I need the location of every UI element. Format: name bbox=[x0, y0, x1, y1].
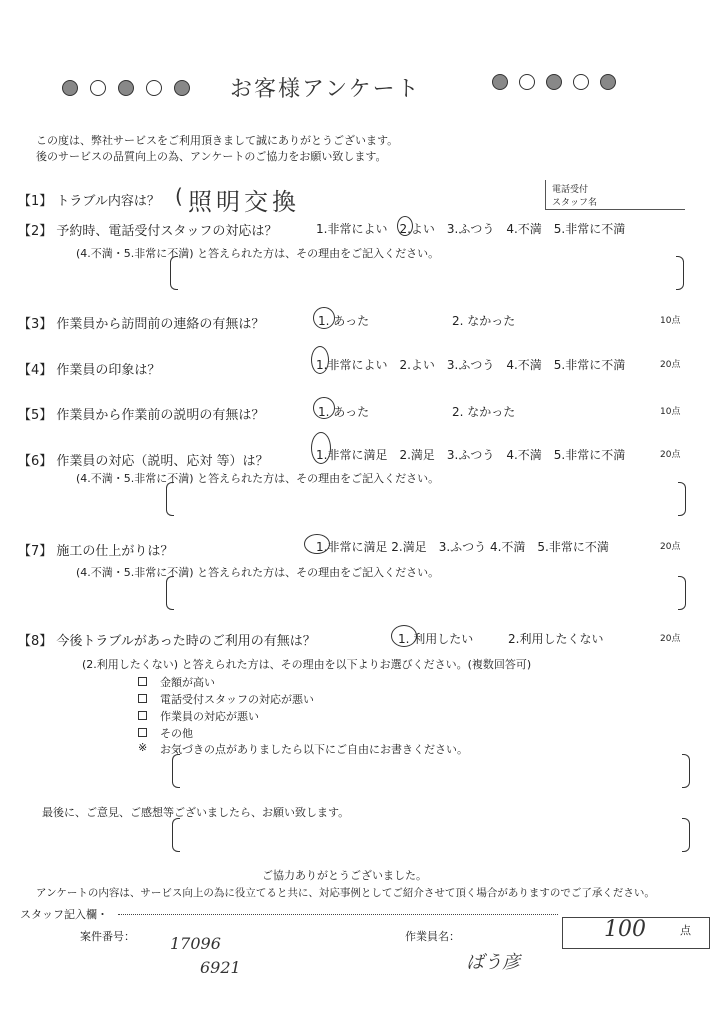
q7-options: 1.非常に満足 2.満足 3.ふつう 4.不満 5.非常に不満 bbox=[316, 540, 609, 554]
note-mark: ※ bbox=[138, 741, 148, 754]
q4-score: 20点 bbox=[660, 360, 681, 370]
q3-selection-mark bbox=[313, 307, 335, 329]
q8-selection-mark bbox=[391, 625, 417, 647]
staff-name-label: スタッフ名 bbox=[552, 198, 598, 208]
intro-line: 後のサービスの品質向上の為、アンケートのご協力をお願い致します。 bbox=[36, 150, 387, 163]
header-dot bbox=[519, 74, 535, 90]
q7-label: 【7】 施工の仕上がりは？ bbox=[18, 544, 174, 559]
header-dot bbox=[118, 80, 134, 96]
staff-field-divider bbox=[545, 180, 546, 210]
header-dot bbox=[174, 80, 190, 96]
q6-label: 【6】 作業員の対応（説明、応対 等）は？ bbox=[18, 454, 269, 469]
checkbox-label: その他 bbox=[160, 727, 193, 740]
header-dot bbox=[600, 74, 616, 90]
q8-reason-prompt: (2.利用したくない) と答えられた方は、その理由を以下よりお選びください。(複数回答可) bbox=[82, 658, 532, 671]
q8-note-prompt: お気づきの点がありましたら以下にご自由にお書きください。 bbox=[160, 743, 468, 756]
q8-label: 【8】 今後トラブルがあった時のご利用の有無は？ bbox=[18, 634, 316, 649]
q7-score: 20点 bbox=[660, 542, 681, 552]
q8-note-bracket-right bbox=[682, 754, 690, 788]
q5-selection-mark bbox=[313, 397, 335, 419]
q6-reason-bracket-right bbox=[678, 482, 686, 516]
q1-label: 【1】 トラブル内容は？ bbox=[18, 194, 160, 209]
q7-reason-prompt: (4.不満・5.非常に不満) と答えられた方は、その理由をご記入ください。 bbox=[76, 566, 440, 579]
case-number-1: 17096 bbox=[170, 934, 221, 953]
q2-reason-bracket-right bbox=[676, 256, 684, 290]
usage-note: アンケートの内容は、サービス向上の為に役立てると共に、対応事例としてご紹介させて頂く場合がありますのでご了承ください。 bbox=[36, 887, 655, 899]
q5-option-1: 1. あった bbox=[318, 405, 370, 419]
q2-options: 1.非常によい 2.よい 3.ふつう 4.不満 5.非常に不満 bbox=[316, 222, 626, 236]
q2-label: 【2】 予約時、電話受付スタッフの対応は？ bbox=[18, 224, 278, 239]
q3-option-2: 2. なかった bbox=[452, 314, 516, 328]
final-bracket-left bbox=[172, 818, 180, 852]
q5-label: 【5】 作業員から作業前の説明の有無は？ bbox=[18, 408, 265, 423]
q7-reason-bracket-right bbox=[678, 576, 686, 610]
q6-score: 20点 bbox=[660, 450, 681, 460]
header-dot bbox=[146, 80, 162, 96]
final-bracket-right bbox=[682, 818, 690, 852]
final-comment-prompt: 最後に、ご意見、ご感想等ございましたら、お願い致します。 bbox=[42, 806, 350, 819]
page-title: お客様アンケート bbox=[230, 77, 421, 102]
worker-name-label: 作業員名： bbox=[405, 930, 460, 943]
staff-field-line bbox=[545, 209, 685, 210]
checkbox-label: 作業員の対応が悪い bbox=[160, 710, 259, 723]
q1-answer: 照明交換 bbox=[188, 188, 300, 216]
case-number-label: 案件番号： bbox=[80, 930, 135, 943]
checkbox[interactable] bbox=[138, 694, 147, 703]
checkbox-label: 金額が高い bbox=[160, 676, 215, 689]
q4-options: 1.非常によい 2.よい 3.ふつう 4.不満 5.非常に不満 bbox=[316, 358, 626, 372]
header-dot bbox=[492, 74, 508, 90]
q5-option-2: 2. なかった bbox=[452, 405, 516, 419]
q7-selection-mark bbox=[304, 534, 330, 554]
q4-label: 【4】 作業員の印象は？ bbox=[18, 363, 161, 378]
staff-field-label: スタッフ記入欄・ bbox=[20, 908, 108, 921]
q6-reason-bracket-left bbox=[166, 482, 174, 516]
staff-field-dotted-line bbox=[118, 914, 558, 915]
q3-score: 10点 bbox=[660, 316, 681, 326]
q8-score: 20点 bbox=[660, 634, 681, 644]
thanks-message: ご協力ありがとうございました。 bbox=[262, 869, 427, 882]
q2-selection-mark bbox=[397, 216, 413, 236]
worker-signature: ばう彦 bbox=[466, 952, 520, 973]
header-dot bbox=[573, 74, 589, 90]
header-dot bbox=[62, 80, 78, 96]
checkbox[interactable] bbox=[138, 677, 147, 686]
q8-option-1: 1. 利用したい bbox=[398, 632, 474, 646]
q6-selection-mark bbox=[311, 432, 331, 464]
checkbox[interactable] bbox=[138, 711, 147, 720]
staff-reception-label: 電話受付 bbox=[552, 185, 589, 195]
q2-reason-prompt: (4.不満・5.非常に不満) と答えられた方は、その理由をご記入ください。 bbox=[76, 247, 440, 260]
q3-option-1: 1. あった bbox=[318, 314, 370, 328]
checkbox[interactable] bbox=[138, 728, 147, 737]
q4-selection-mark bbox=[311, 346, 329, 374]
q8-option-2: 2.利用したくない bbox=[508, 632, 604, 646]
intro-line: この度は、弊社サービスをご利用頂きまして誠にありがとうございます。 bbox=[36, 134, 399, 147]
q6-reason-prompt: (4.不満・5.非常に不満) と答えられた方は、その理由をご記入ください。 bbox=[76, 472, 440, 485]
q8-note-bracket-left bbox=[172, 754, 180, 788]
score-unit: 点 bbox=[680, 924, 691, 937]
header-dot bbox=[90, 80, 106, 96]
q2-reason-bracket-left bbox=[170, 256, 178, 290]
total-score-value: 100 bbox=[604, 917, 646, 942]
checkbox-label: 電話受付スタッフの対応が悪い bbox=[160, 693, 314, 706]
header-dot bbox=[546, 74, 562, 90]
q5-score: 10点 bbox=[660, 407, 681, 417]
case-number-2: 6921 bbox=[200, 958, 241, 977]
q6-options: 1.非常に満足 2.満足 3.ふつう 4.不満 5.非常に不満 bbox=[316, 448, 626, 462]
q3-label: 【3】 作業員から訪問前の連絡の有無は？ bbox=[18, 317, 265, 332]
q7-reason-bracket-left bbox=[166, 576, 174, 610]
